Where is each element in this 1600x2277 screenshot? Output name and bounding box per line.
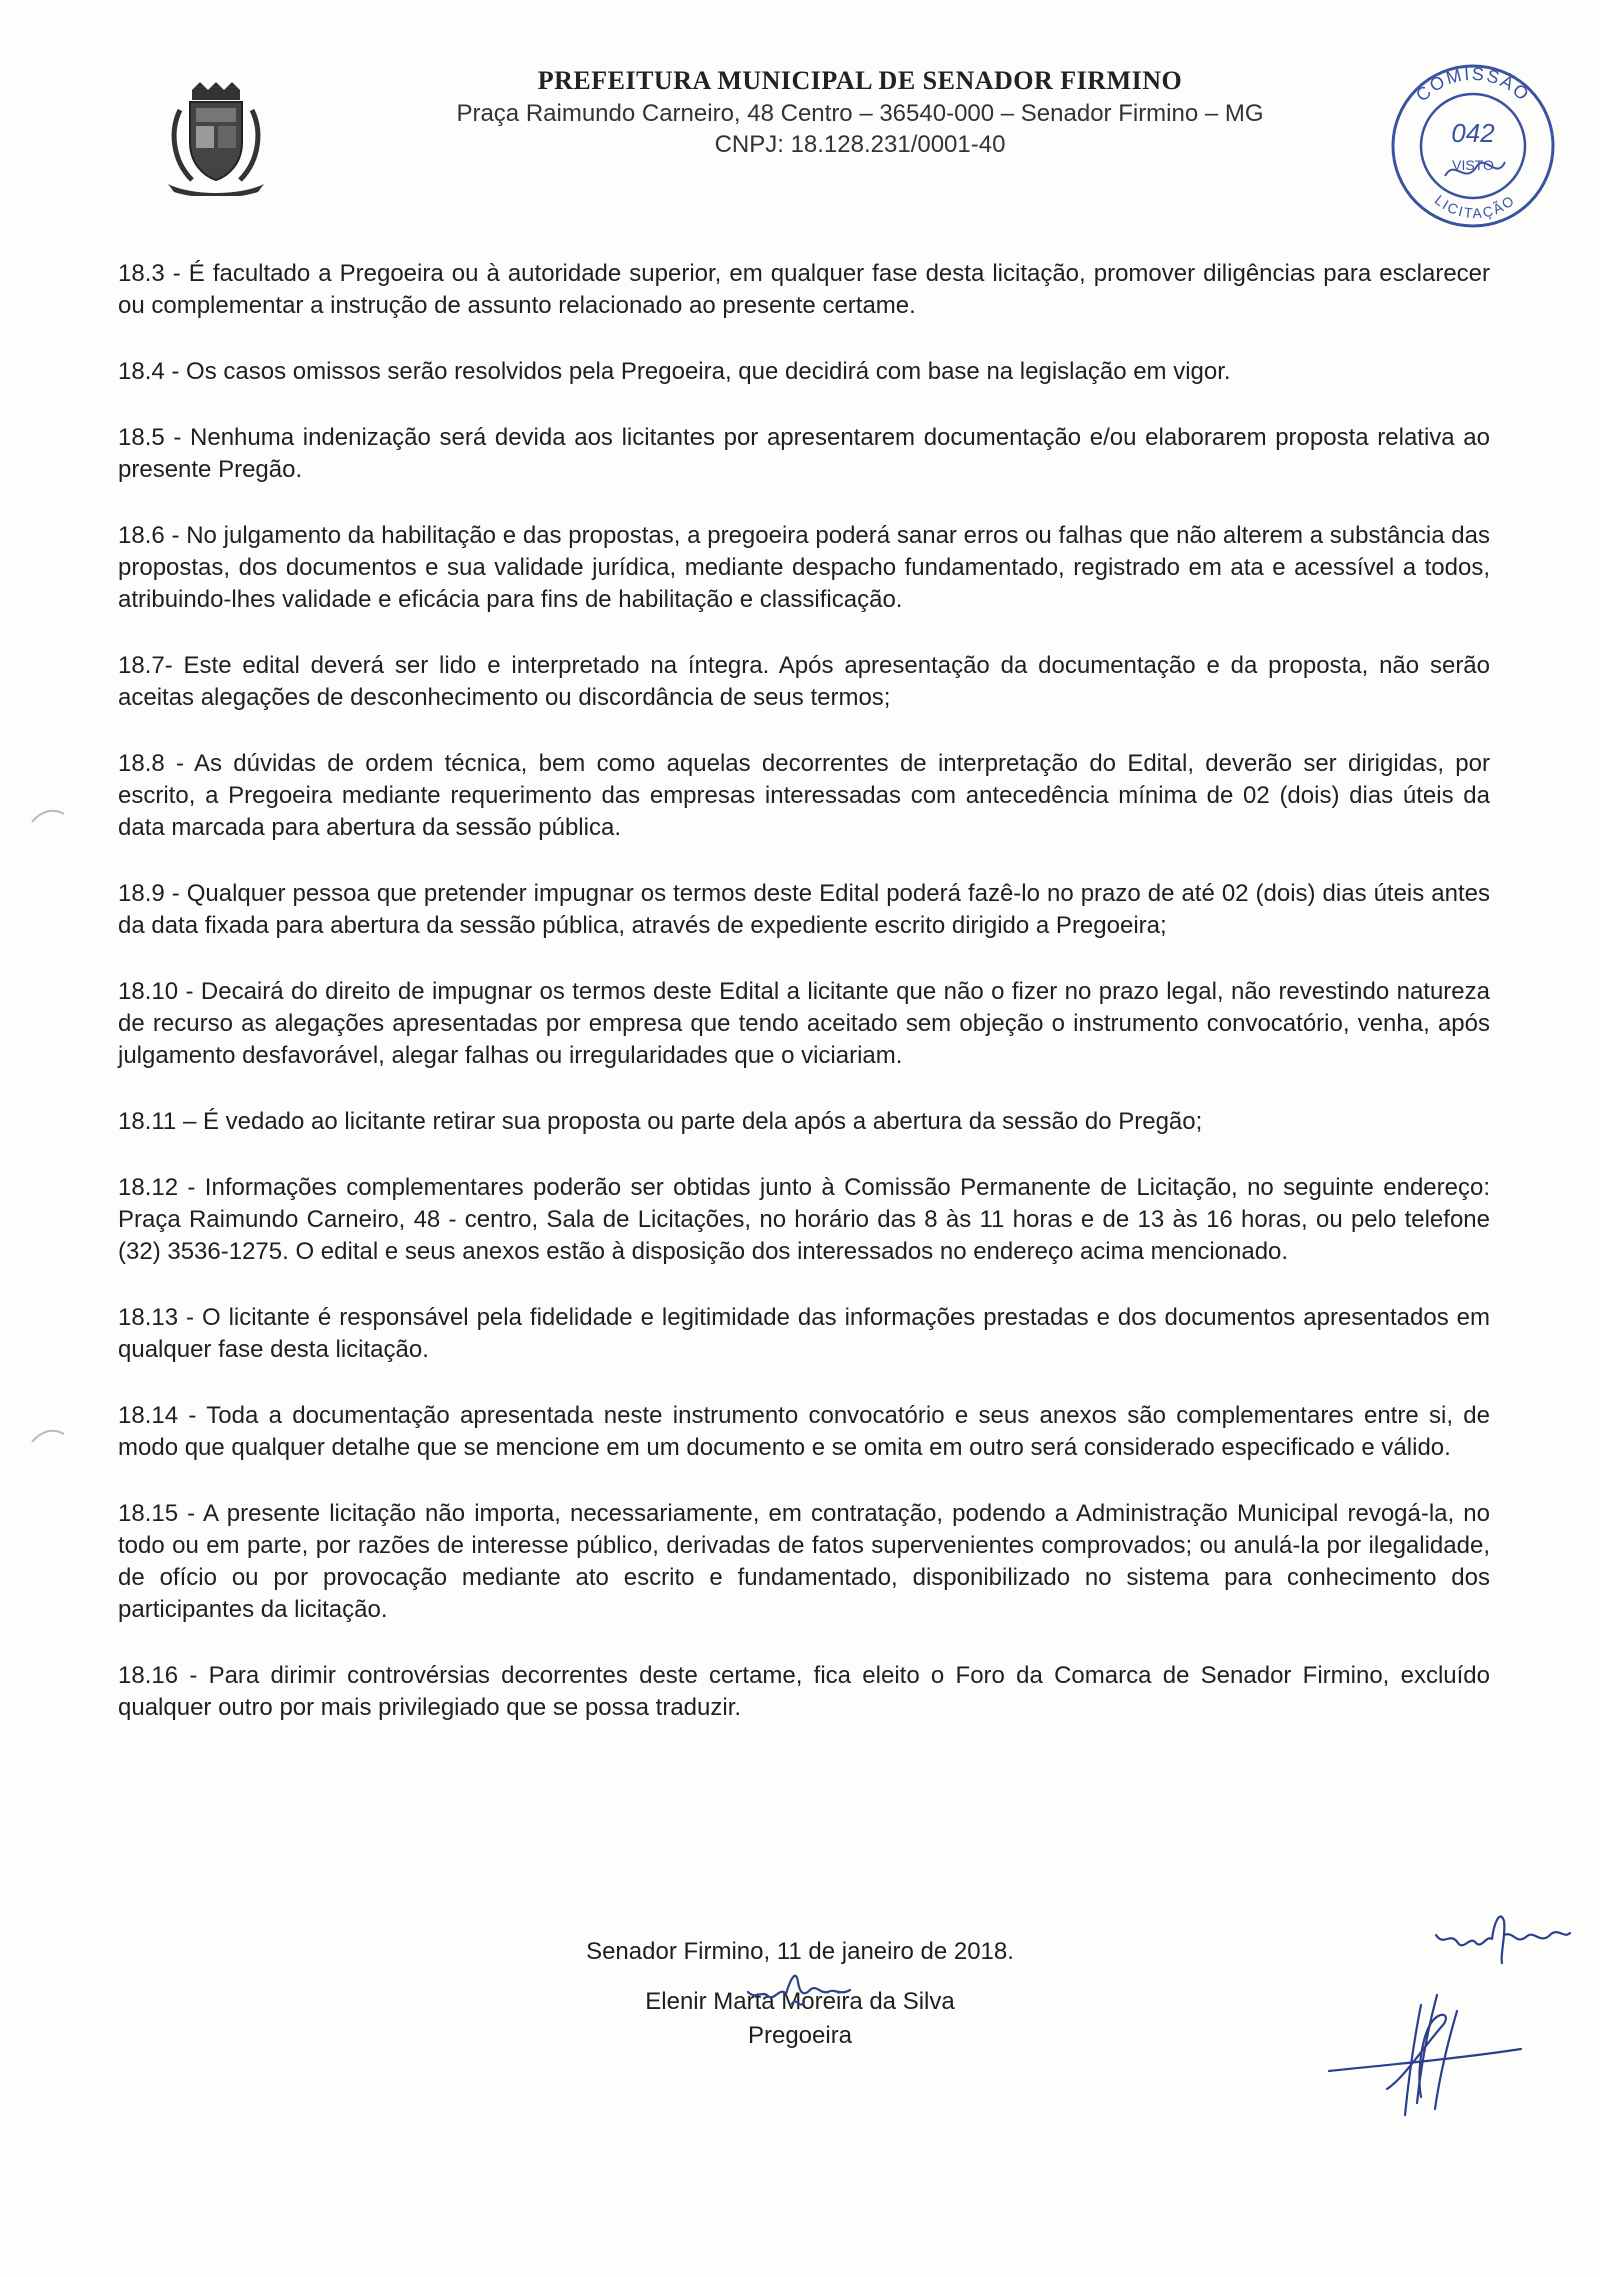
clause-18-16 xyxy=(118,1660,1490,1724)
clause-text: - Toda a documentação apresentada neste instrumento convocatório e seus anexos são complementares entre si, de modo que qualquer detalhe que se mencione em um documento e se omita em outro será considerado especificado e válido. xyxy=(118,1402,1490,1461)
stamp-number: 042 xyxy=(1451,118,1495,148)
clause-18-7 xyxy=(118,650,1490,714)
clause-text: - Qualquer pessoa que pretender impugnar os termos deste Edital poderá fazê-lo no prazo de até 02 (dois) dias úteis antes da data fixada para abertura da sessão pública, através de expediente escrito dirigido a Pregoeira; xyxy=(118,880,1490,939)
clause-text: – É vedado ao licitante retirar sua proposta ou parte dela após a abertura da sessão do Pregão; xyxy=(176,1108,1203,1135)
clause-18-10 xyxy=(118,976,1490,1072)
clause-number: 18.7 xyxy=(118,652,165,679)
municipality-title: PREFEITURA MUNICIPAL DE SENADOR FIRMINO xyxy=(537,66,1183,95)
clause-18-15 xyxy=(118,1498,1490,1626)
clause-text: - As dúvidas de ordem técnica, bem como aquelas decorrentes de interpretação do Edital, deverão ser dirigidas, por escrito, a Pregoeira mediante requerimento das empresas interessadas com antecedência mínima de 02 (dois) dias úteis da data marcada para abertura da sessão pública. xyxy=(118,750,1490,841)
clause-text: - Este edital deverá ser lido e interpretado na íntegra. Após apresentação da documentação e da proposta, não serão aceitas alegações de desconhecimento ou discordância de seus termos; xyxy=(118,652,1490,711)
clause-text: - A presente licitação não importa, necessariamente, em contratação, podendo a Administração Municipal revogá-la, no todo ou em parte, por razões de interesse público, derivadas de fatos supervenientes comprovados; ou anulá-la por ilegalidade, de ofício ou por provocação mediante ato escrito e fundamentado, disponibilizado no sistema para conhecimento dos participantes da licitação. xyxy=(118,1500,1490,1623)
clause-text: - É facultado a Pregoeira ou à autoridade superior, em qualquer fase desta licitação, promover diligências para esclarecer ou complementar a instrução de assunto relacionado ao presente certame. xyxy=(118,260,1490,319)
clause-18-9 xyxy=(118,878,1490,942)
clause-text: - No julgamento da habilitação e das propostas, a pregoeira poderá sanar erros ou falhas que não alterem a substância das propostas, dos documentos e sua validade jurídica, mediante despacho fundamentado, registrado em ata e acessível a todos, atribuindo-lhes validade e eficácia para fins de habilitação e classificação. xyxy=(118,522,1490,613)
clause-number: 18.3 xyxy=(118,260,165,287)
clause-number: 18.6 xyxy=(118,522,165,549)
handwritten-rubric-right xyxy=(1325,1985,1525,2125)
clause-18-13 xyxy=(118,1302,1490,1366)
handwritten-initials-right xyxy=(1430,1905,1575,1970)
clause-text: - Decairá do direito de impugnar os termos deste Edital a licitante que não o fizer no prazo legal, não revestindo natureza de recurso as alegações apresentadas por empresa que tendo aceitado sem objeção o instrumento convocatório, venha, após julgamento desfavorável, alegar falhas ou irregularidades que o viciariam. xyxy=(118,978,1490,1069)
municipality-cnpj: CNPJ: 18.128.231/0001-40 xyxy=(714,131,1006,158)
clause-text: - Informações complementares poderão ser obtidas junto à Comissão Permanente de Licitação, no seguinte endereço: Praça Raimundo Carneiro, 48 - centro, Sala de Licitações, no horário das 8 às 11 horas e de 13 às 16 horas, ou pelo telefone (32) 3536-1275. O edital e seus anexos estão à disposição dos interessados no endereço acima mencionado. xyxy=(118,1174,1490,1265)
clause-number: 18.12 xyxy=(118,1174,179,1201)
clause-number: 18.4 xyxy=(118,358,165,385)
stamp-middle-text: VISTO xyxy=(1452,157,1494,173)
clause-text: - O licitante é responsável pela fidelidade e legitimidade das informações prestadas e dos documentos apresentados em qualquer fase desta licitação. xyxy=(118,1304,1490,1363)
clause-text: - Para dirimir controvérsias decorrentes deste certame, fica eleito o Foro da Comarca de Senador Firmino, excluído qualquer outro por mais privilegiado que se possa traduzir. xyxy=(118,1662,1490,1721)
clause-number: 18.10 xyxy=(118,978,179,1005)
signer-name: Elenir Marta Moreira da Silva xyxy=(645,1988,955,2015)
clause-18-5 xyxy=(118,422,1490,486)
clause-number: 18.9 xyxy=(118,880,165,907)
clause-18-11 xyxy=(118,1106,1490,1138)
clause-number: 18.5 xyxy=(118,424,165,451)
clause-number: 18.11 xyxy=(118,1108,177,1135)
commission-stamp xyxy=(1385,58,1560,233)
place-date: Senador Firmino, 11 de janeiro de 2018. xyxy=(586,1938,1014,1965)
stamp-top-text: COMISSÃO xyxy=(1411,63,1535,106)
clause-number: 18.14 xyxy=(118,1402,179,1429)
svg-text:LICITAÇÃO xyxy=(1432,191,1519,221)
clause-18-3 xyxy=(118,258,1490,322)
clause-18-6 xyxy=(118,520,1490,616)
scan-mark xyxy=(28,1420,68,1450)
clause-text: - Nenhuma indenização será devida aos licitantes por apresentarem documentação e/ou elaborarem proposta relativa ao presente Pregão. xyxy=(118,424,1490,483)
clause-18-14 xyxy=(118,1400,1490,1464)
svg-text:COMISSÃO xyxy=(1412,64,1534,106)
clause-18-8 xyxy=(118,748,1490,844)
clause-18-4 xyxy=(118,356,1490,388)
stamp-bottom-text: LICITAÇÃO xyxy=(1431,191,1519,222)
municipality-address: Praça Raimundo Carneiro, 48 Centro – 36540-000 – Senador Firmino – MG xyxy=(456,100,1264,127)
document-body xyxy=(118,258,1490,1758)
letterhead xyxy=(380,66,1340,162)
clause-number: 18.13 xyxy=(118,1304,179,1331)
municipal-crest-icon xyxy=(162,80,270,196)
clause-18-12 xyxy=(118,1172,1490,1268)
signer-role: Pregoeira xyxy=(747,2022,853,2049)
clause-text: - Os casos omissos serão resolvidos pela Pregoeira, que decidirá com base na legislação em vigor. xyxy=(164,358,1231,385)
handwritten-signature-center xyxy=(740,1960,860,2020)
scan-mark xyxy=(28,800,68,830)
clause-number: 18.16 xyxy=(118,1662,179,1689)
clause-number: 18.15 xyxy=(118,1500,179,1527)
clause-number: 18.8 xyxy=(118,750,165,777)
